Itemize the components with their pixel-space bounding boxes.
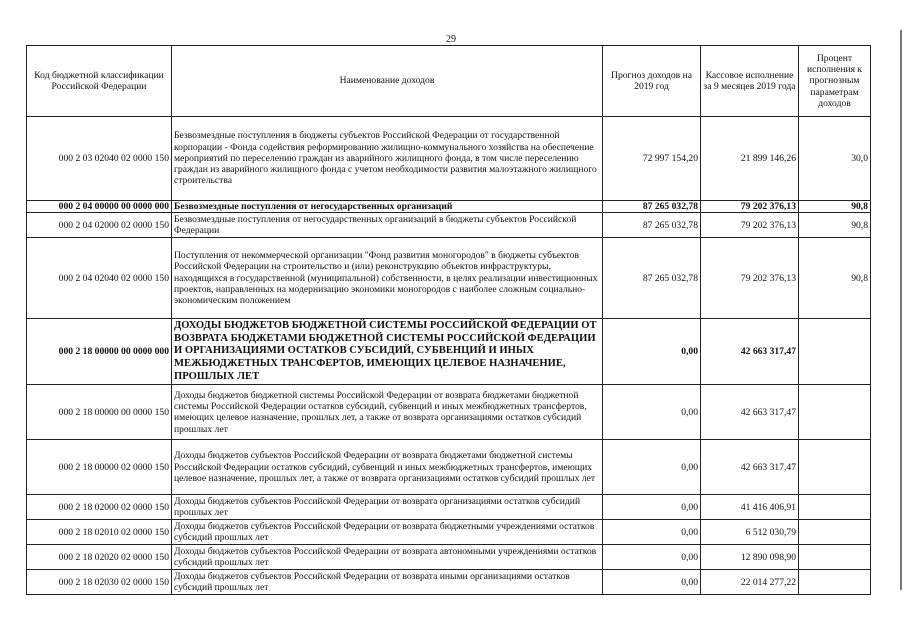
- row-code: 000 2 18 00000 00 0000 000: [27, 319, 172, 385]
- row-name: Доходы бюджетов субъектов Российской Федерации от возврата автономными учреждениями остатков субсидий прошлых лет: [172, 545, 603, 570]
- row-code: 000 2 03 02040 02 0000 150: [27, 117, 172, 201]
- row-cash: 42 663 317,47: [701, 319, 799, 385]
- table-row: [27, 570, 871, 595]
- row-percent: 30,0: [799, 117, 871, 201]
- scan-edge-line: [900, 30, 902, 590]
- row-forecast: 87 265 032,78: [603, 238, 701, 319]
- row-name: ДОХОДЫ БЮДЖЕТОВ БЮДЖЕТНОЙ СИСТЕМЫ РОССИЙСКОЙ ФЕДЕРАЦИИ ОТ ВОЗВРАТА БЮДЖЕТАМИ БЮДЖЕТНОЙ СИСТЕМЫ РОССИЙСКОЙ ФЕДЕРАЦИИ И ОРГАНИЗАЦИЯМИ ОСТАТКОВ СУБСИДИЙ, СУБВЕНЦИЙ И ИНЫХ МЕЖБЮДЖЕТНЫХ ТРАНСФЕРТОВ, ИМЕЮЩИХ ЦЕЛЕВОЕ НАЗНАЧЕНИЕ, ПРОШЛЫХ ЛЕТ: [172, 319, 603, 385]
- header-percent: Процент исполнения к прогнозным параметрам доходов: [799, 46, 871, 117]
- row-cash: 12 890 098,90: [701, 545, 799, 570]
- table-row: [27, 238, 871, 319]
- table-row: [27, 213, 871, 238]
- row-forecast: 0,00: [603, 520, 701, 545]
- row-name: Доходы бюджетов бюджетной системы Российской Федерации от возврата бюджетами бюджетной системы Российской Федерации остатков субсидий, субвенций и иных межбюджетных трансфертов, имеющих целевое назначение, прошлых лет, а также от возврата организациями остатков субсидий прошлых лет: [172, 385, 603, 440]
- row-name: Безвозмездные поступления от негосударственных организаций в бюджеты субъектов Российской Федерации: [172, 213, 603, 238]
- row-percent: 90,8: [799, 201, 871, 213]
- row-code: 000 2 18 00000 02 0000 150: [27, 440, 172, 495]
- row-cash: 79 202 376,13: [701, 213, 799, 238]
- row-name: Доходы бюджетов субъектов Российской Федерации от возврата организациями остатков субсидий прошлых лет: [172, 495, 603, 520]
- header-name: Наименование доходов: [172, 46, 603, 117]
- row-cash: 22 014 277,22: [701, 570, 799, 595]
- row-name: Доходы бюджетов субъектов Российской Федерации от возврата бюджетными учреждениями остатков субсидий прошлых лет: [172, 520, 603, 545]
- row-name: Доходы бюджетов субъектов Российской Федерации от возврата иными организациями остатков субсидий прошлых лет: [172, 570, 603, 595]
- row-forecast: 0,00: [603, 440, 701, 495]
- row-forecast: 0,00: [603, 570, 701, 595]
- row-forecast: 0,00: [603, 319, 701, 385]
- table-row: [27, 545, 871, 570]
- row-forecast: 87 265 032,78: [603, 201, 701, 213]
- header-forecast: Прогноз доходов на 2019 год: [603, 46, 701, 117]
- row-forecast: 0,00: [603, 545, 701, 570]
- header-cash: Кассовое исполнение за 9 месяцев 2019 года: [701, 46, 799, 117]
- row-percent: [799, 385, 871, 440]
- row-code: 000 2 18 02020 02 0000 150: [27, 545, 172, 570]
- row-percent: [799, 520, 871, 545]
- row-name: Безвозмездные поступления от негосударственных организаций: [172, 201, 603, 213]
- row-cash: 21 899 146,26: [701, 117, 799, 201]
- row-code: 000 2 04 00000 00 0000 000: [27, 201, 172, 213]
- table-row: [27, 201, 871, 213]
- table-row: [27, 440, 871, 495]
- table-row: [27, 385, 871, 440]
- row-name: Поступления от некоммерческой организации "Фонд развития моногородов" в бюджеты субъектов Российской Федерации на строительство и (или) реконструкцию объектов инфраструктуры, находящихся в государственной (муниципальной) собственности, в целях реализации инвестиционных проектов, направленных на модернизацию экономики моногородов с наиболее сложным социально-экономическим положением: [172, 238, 603, 319]
- row-cash: 41 416 406,91: [701, 495, 799, 520]
- row-code: 000 2 18 02030 02 0000 150: [27, 570, 172, 595]
- row-percent: [799, 440, 871, 495]
- row-cash: 42 663 317,47: [701, 440, 799, 495]
- row-percent: [799, 545, 871, 570]
- row-percent: [799, 570, 871, 595]
- row-forecast: 0,00: [603, 385, 701, 440]
- row-forecast: 87 265 032,78: [603, 213, 701, 238]
- row-percent: [799, 495, 871, 520]
- row-forecast: 0,00: [603, 495, 701, 520]
- row-code: 000 2 18 02000 02 0000 150: [27, 495, 172, 520]
- row-code: 000 2 04 02000 02 0000 150: [27, 213, 172, 238]
- row-percent: 90,8: [799, 213, 871, 238]
- row-code: 000 2 18 02010 02 0000 150: [27, 520, 172, 545]
- row-code: 000 2 18 00000 00 0000 150: [27, 385, 172, 440]
- row-forecast: 72 997 154,20: [603, 117, 701, 201]
- table-row: [27, 495, 871, 520]
- row-cash: 6 512 030,79: [701, 520, 799, 545]
- row-code: 000 2 04 02040 02 0000 150: [27, 238, 172, 319]
- table-row: [27, 319, 871, 385]
- table-row: [27, 520, 871, 545]
- row-name: Безвозмездные поступления в бюджеты субъектов Российской Федерации от государственной корпорации - Фонда содействия реформированию жилищно-коммунального хозяйства на обеспечение мероприятий по переселению граждан из аварийного жилищного фонда, в том числе переселению граждан из аварийного жилищного фонда с учетом необходимости развития малоэтажного жилищного строительства: [172, 117, 603, 201]
- row-cash: 79 202 376,13: [701, 238, 799, 319]
- revenue-table: [26, 45, 871, 595]
- table-row: [27, 117, 871, 201]
- page-number: 29: [446, 34, 456, 45]
- row-name: Доходы бюджетов субъектов Российской Федерации от возврата бюджетами бюджетной системы Российской Федерации остатков субсидий, субвенций и иных межбюджетных трансфертов, имеющих целевое назначение, прошлых лет, а также от возврата организациями остатков субсидий прошлых лет: [172, 440, 603, 495]
- header-code: Код бюджетной классификации Российской Федерации: [27, 46, 172, 117]
- table-header-row: [27, 46, 871, 117]
- row-cash: 42 663 317,47: [701, 385, 799, 440]
- row-percent: [799, 319, 871, 385]
- row-cash: 79 202 376,13: [701, 201, 799, 213]
- row-percent: 90,8: [799, 238, 871, 319]
